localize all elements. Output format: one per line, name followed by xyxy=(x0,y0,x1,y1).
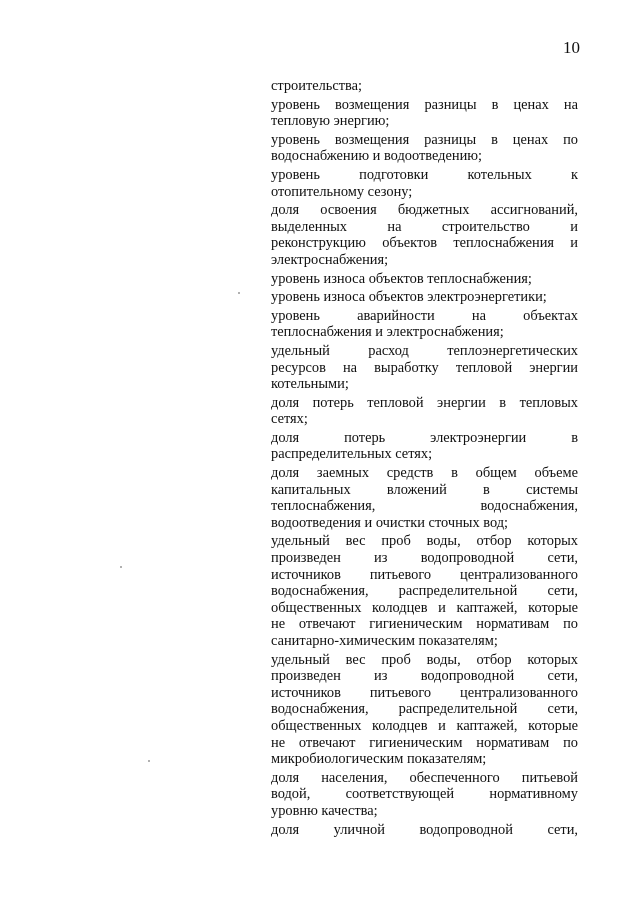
indicator-line: доля населения, обеспеченного питьевой xyxy=(271,769,578,786)
indicator-line: удельный вес проб воды, отбор которых xyxy=(271,533,578,550)
indicator-list xyxy=(271,78,578,840)
indicator-line: уровень подготовки котельных к xyxy=(271,166,578,183)
indicator-line: водоотведения и очистки сточных вод; xyxy=(271,514,509,531)
indicator-item xyxy=(271,395,578,428)
indicator-item xyxy=(271,78,578,95)
indicator-line: водоснабжения, распределительной сети, xyxy=(271,583,578,600)
indicator-line: уровень износа объектов электроэнергетики; xyxy=(271,289,547,306)
indicator-line: микробиологическим показателям; xyxy=(271,751,487,768)
indicator-line: не отвечают гигиеническим нормативам по xyxy=(271,616,578,633)
indicator-item xyxy=(271,202,578,268)
indicator-line: тепловую энергию; xyxy=(271,113,390,130)
scan-speck xyxy=(120,566,122,568)
indicator-item xyxy=(271,465,578,531)
indicator-item xyxy=(271,822,578,839)
indicator-item xyxy=(271,652,578,768)
indicator-line: уровень возмещения разницы в ценах по xyxy=(271,131,578,148)
indicator-item xyxy=(271,308,578,341)
indicator-line: водой, соответствующей нормативному xyxy=(271,786,578,803)
indicator-line: теплоснабжения, водоснабжения, xyxy=(271,498,578,515)
indicator-item xyxy=(271,167,578,200)
indicator-line: доля потерь электроэнергии в xyxy=(271,429,578,446)
indicator-line: теплоснабжения и электроснабжения; xyxy=(271,324,504,341)
indicator-line: водоснабжению и водоотведению; xyxy=(271,148,483,165)
indicator-item xyxy=(271,770,578,820)
indicator-line: ресурсов на выработку тепловой энергии xyxy=(271,359,578,376)
indicator-line: уровень износа объектов теплоснабжения; xyxy=(271,270,532,287)
indicator-line: произведен из водопроводной сети, xyxy=(271,668,578,685)
indicator-line: удельный расход теплоэнергетических xyxy=(271,342,578,359)
indicator-line: сетях; xyxy=(271,411,308,428)
indicator-line: доля уличной водопроводной сети, xyxy=(271,821,578,838)
indicator-line: произведен из водопроводной сети, xyxy=(271,550,578,567)
indicator-line: доля заемных средств в общем объеме xyxy=(271,465,578,482)
indicator-line: электроснабжения; xyxy=(271,251,389,268)
indicator-line: источников питьевого централизованного xyxy=(271,566,578,583)
indicator-line: строительства; xyxy=(271,78,363,94)
indicator-line: капитальных вложений в системы xyxy=(271,481,578,498)
indicator-item xyxy=(271,271,578,288)
indicator-item xyxy=(271,132,578,165)
scan-speck xyxy=(238,292,240,294)
indicator-line: водоснабжения, распределительной сети, xyxy=(271,701,578,718)
indicator-item xyxy=(271,343,578,393)
indicator-line: санитарно-химическим показателям; xyxy=(271,633,498,649)
indicator-line: не отвечают гигиеническим нормативам по xyxy=(271,734,578,751)
indicator-line: доля потерь тепловой энергии в тепловых xyxy=(271,394,578,411)
indicator-item xyxy=(271,97,578,130)
indicator-line: общественных колодцев и каптажей, которые xyxy=(271,717,578,734)
indicator-line: общественных колодцев и каптажей, которые xyxy=(271,599,578,616)
indicator-line: реконструкцию объектов теплоснабжения и xyxy=(271,235,578,252)
indicator-line: доля освоения бюджетных ассигнований, xyxy=(271,202,578,219)
indicator-line: отопительному сезону; xyxy=(271,183,413,200)
indicator-line: источников питьевого централизованного xyxy=(271,684,578,701)
indicator-line: распределительных сетях; xyxy=(271,446,433,463)
scan-speck xyxy=(148,760,150,762)
indicator-line: котельными; xyxy=(271,376,349,393)
indicator-line: выделенных на строительство и xyxy=(271,218,578,235)
indicator-line: уровню качества; xyxy=(271,802,378,819)
indicator-line: удельный вес проб воды, отбор которых xyxy=(271,651,578,668)
indicator-item xyxy=(271,430,578,463)
indicator-line: уровень возмещения разницы в ценах на xyxy=(271,96,578,113)
indicator-item xyxy=(271,533,578,649)
indicator-item xyxy=(271,289,578,306)
indicator-line: уровень аварийности на объектах xyxy=(271,307,578,324)
page-number: 10 xyxy=(563,38,580,57)
